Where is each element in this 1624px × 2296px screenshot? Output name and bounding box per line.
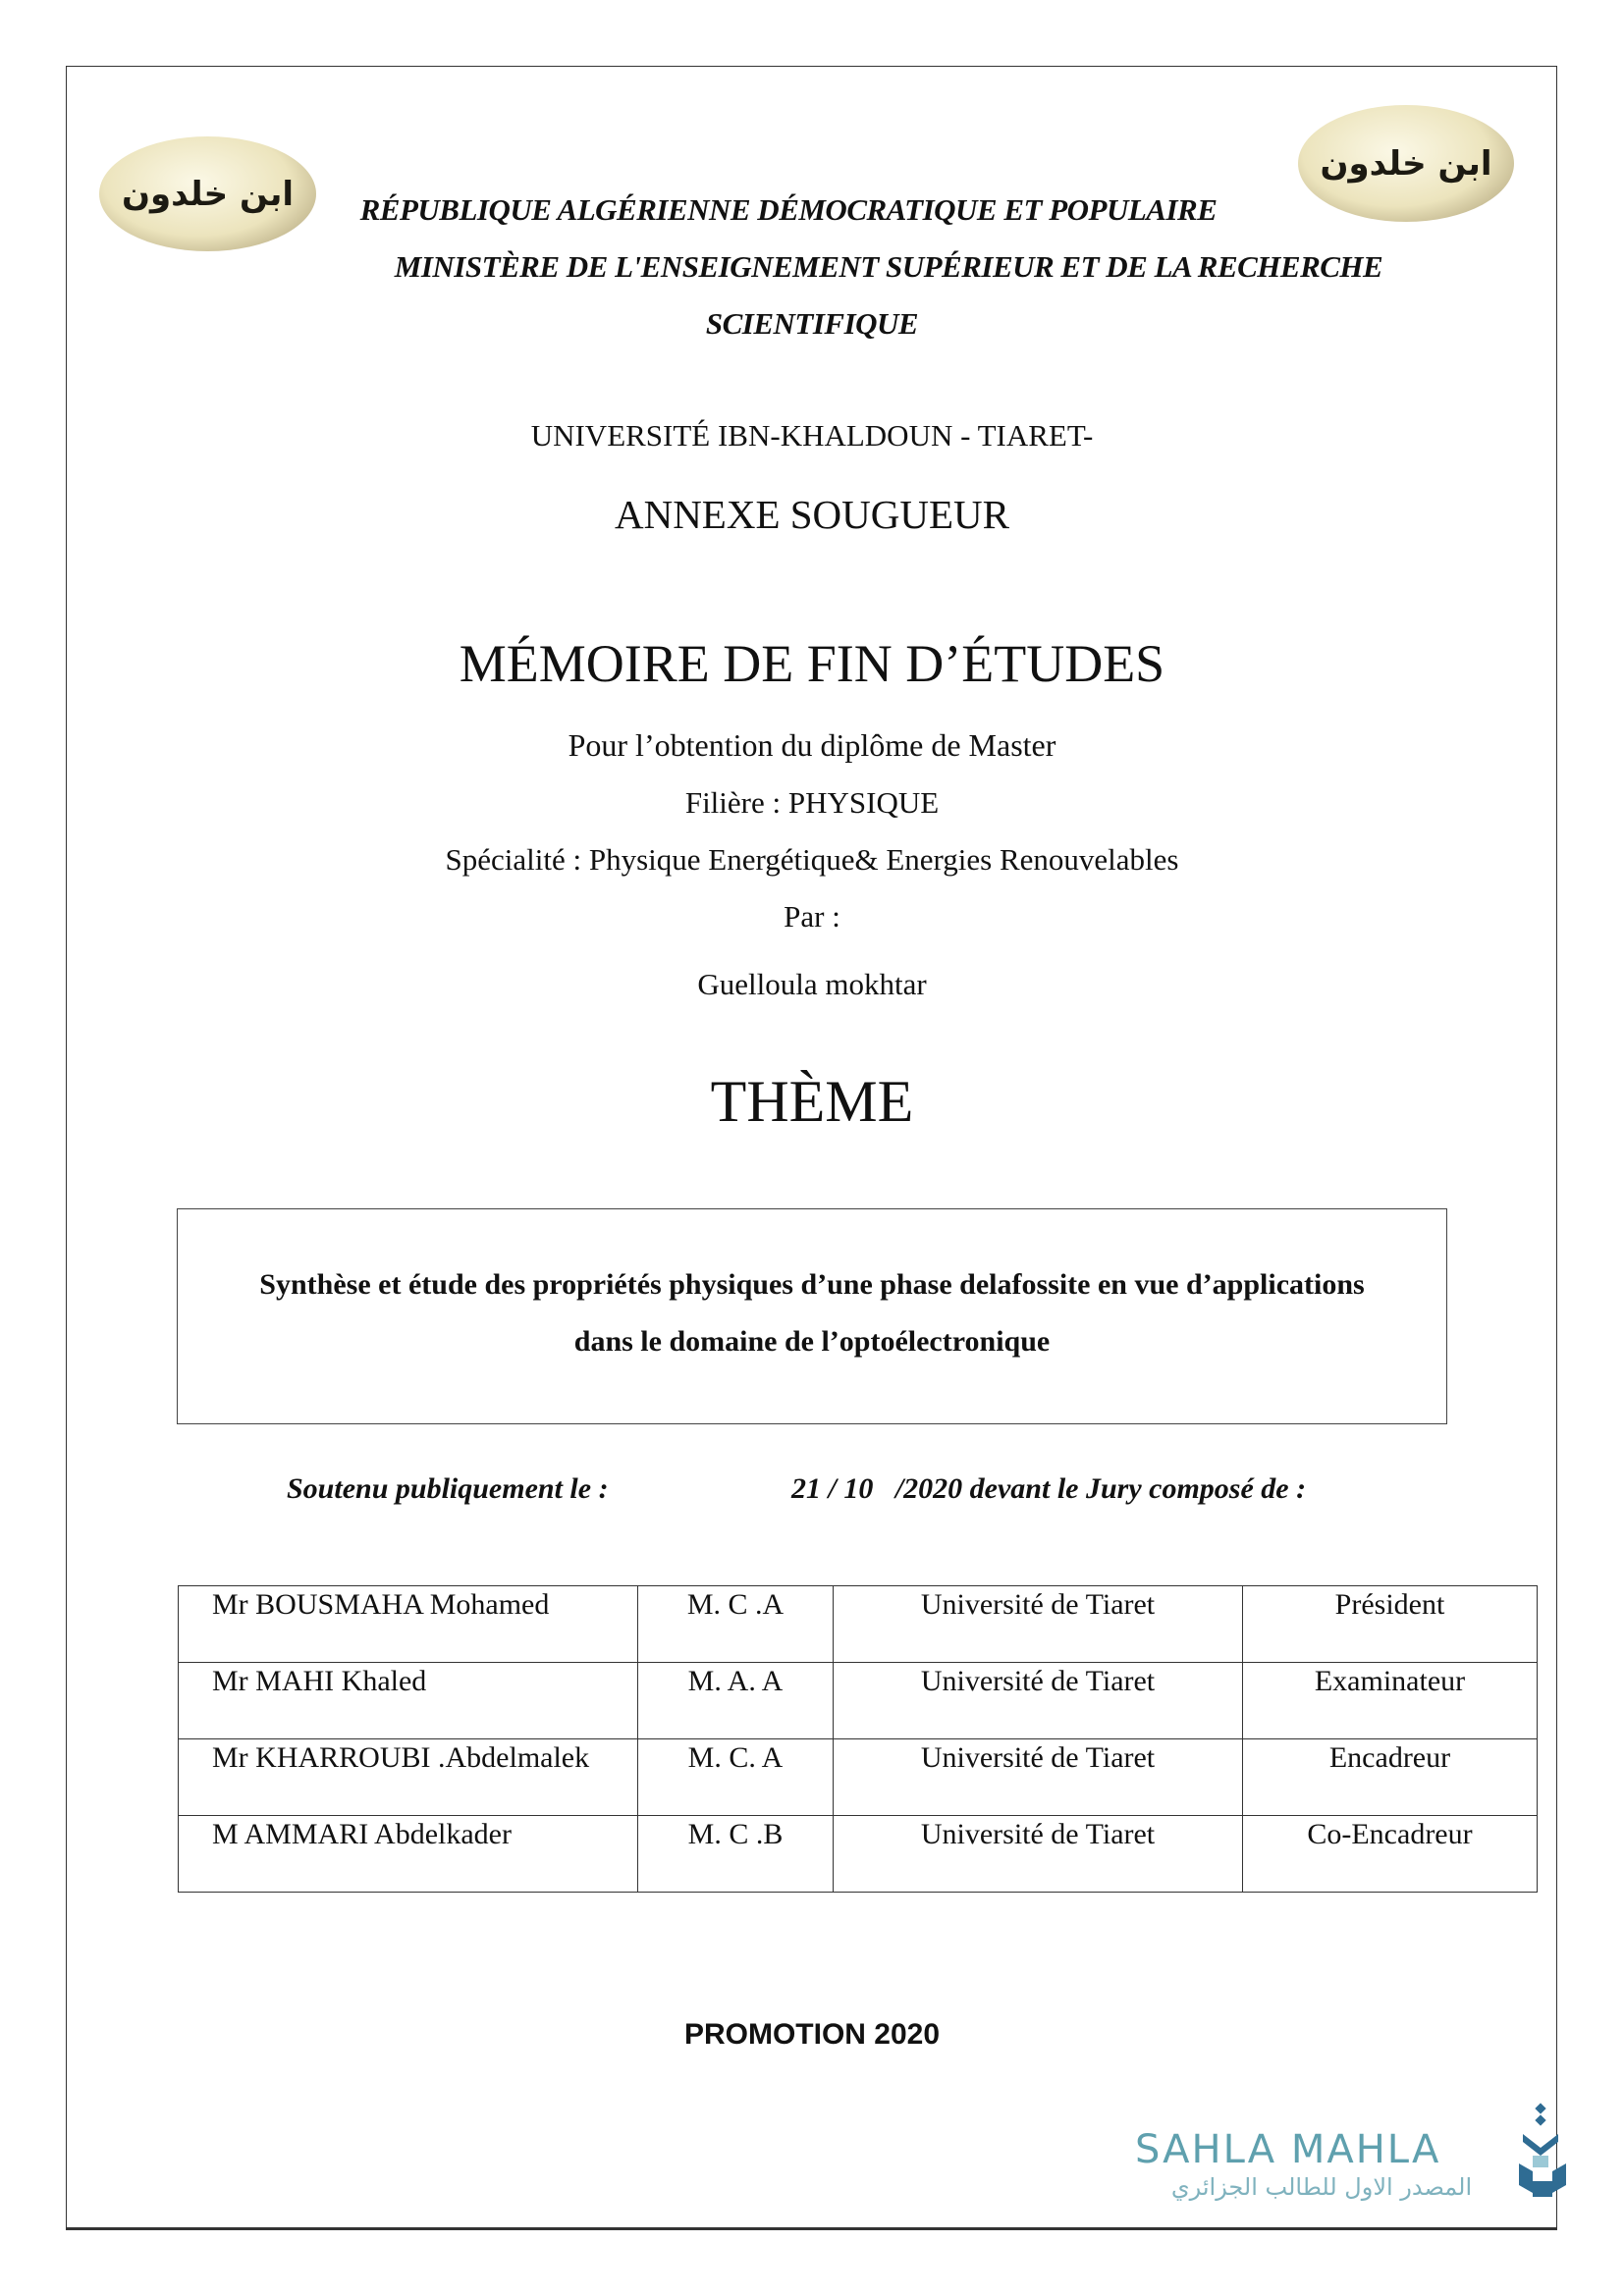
document-type-title: MÉMOIRE DE FIN D’ÉTUDES (459, 634, 1165, 693)
jury-name: Mr MAHI Khaled (179, 1663, 638, 1739)
theme-box (177, 1208, 1447, 1424)
jury-grade: M. C .B (638, 1816, 834, 1893)
jury-role: Encadreur (1243, 1739, 1538, 1816)
jury-row (179, 1663, 1538, 1739)
diploma-line: Pour l’obtention du diplôme de Master (568, 727, 1056, 763)
sahla-logo-icon (1513, 2103, 1572, 2201)
jury-grade: M. C. A (638, 1739, 834, 1816)
theme-title-line1: Synthèse et étude des propriétés physiques d’une phase delafossite en vue d’applications (259, 1268, 1365, 1301)
university-seal-right: ابن خلدون (1298, 105, 1514, 222)
republic-heading: RÉPUBLIQUE ALGÉRIENNE DÉMOCRATIQUE ET POPULAIRE (359, 192, 1218, 227)
defense-date: 21 / 10 /2020 devant le Jury composé de : (791, 1472, 1307, 1505)
jury-name: Mr BOUSMAHA Mohamed (179, 1586, 638, 1663)
watermark-tagline: المصدر الاول للطالب الجزائري (1170, 2173, 1473, 2201)
watermark-brand: SAHLA MAHLA (1135, 2127, 1441, 2172)
jury-institution: Université de Tiaret (834, 1663, 1243, 1739)
page-border (66, 66, 1557, 2230)
theme-heading: THÈME (710, 1069, 914, 1134)
jury-grade: M. C .A (638, 1586, 834, 1663)
specialite-line: Spécialité : Physique Energétique& Energies Renouvelables (445, 842, 1179, 877)
jury-institution: Université de Tiaret (834, 1816, 1243, 1893)
jury-row (179, 1739, 1538, 1816)
jury-role: Président (1243, 1586, 1538, 1663)
jury-institution: Université de Tiaret (834, 1586, 1243, 1663)
jury-row (179, 1586, 1538, 1663)
annexe-name: ANNEXE SOUGUEUR (614, 492, 1009, 537)
jury-role: Examinateur (1243, 1663, 1538, 1739)
promotion-label: PROMOTION 2020 (683, 2018, 941, 2051)
par-label: Par : (784, 899, 840, 934)
jury-name: M AMMARI Abdelkader (179, 1816, 638, 1893)
theme-title-line2: dans le domaine de l’optoélectronique (573, 1325, 1051, 1358)
university-name: UNIVERSITÉ IBN-KHALDOUN - TIARET- (530, 418, 1094, 453)
sahla-mahla-watermark (1135, 2128, 1508, 2203)
jury-institution: Université de Tiaret (834, 1739, 1243, 1816)
jury-name: Mr KHARROUBI .Abdelmalek (179, 1739, 638, 1816)
jury-role: Co-Encadreur (1243, 1816, 1538, 1893)
jury-row (179, 1816, 1538, 1893)
jury-grade: M. A. A (638, 1663, 834, 1739)
filiere-line: Filière : PHYSIQUE (684, 785, 940, 820)
jury-table (178, 1585, 1538, 1893)
ministry-heading-cont: SCIENTIFIQUE (705, 306, 919, 341)
university-seal-left: ابن خلدون (99, 136, 316, 251)
defense-label: Soutenu publiquement le : (287, 1472, 609, 1505)
author-name: Guelloula mokhtar (697, 967, 927, 1001)
ministry-heading: MINISTÈRE DE L'ENSEIGNEMENT SUPÉRIEUR ET DE LA RECHERCHE (394, 249, 1383, 284)
